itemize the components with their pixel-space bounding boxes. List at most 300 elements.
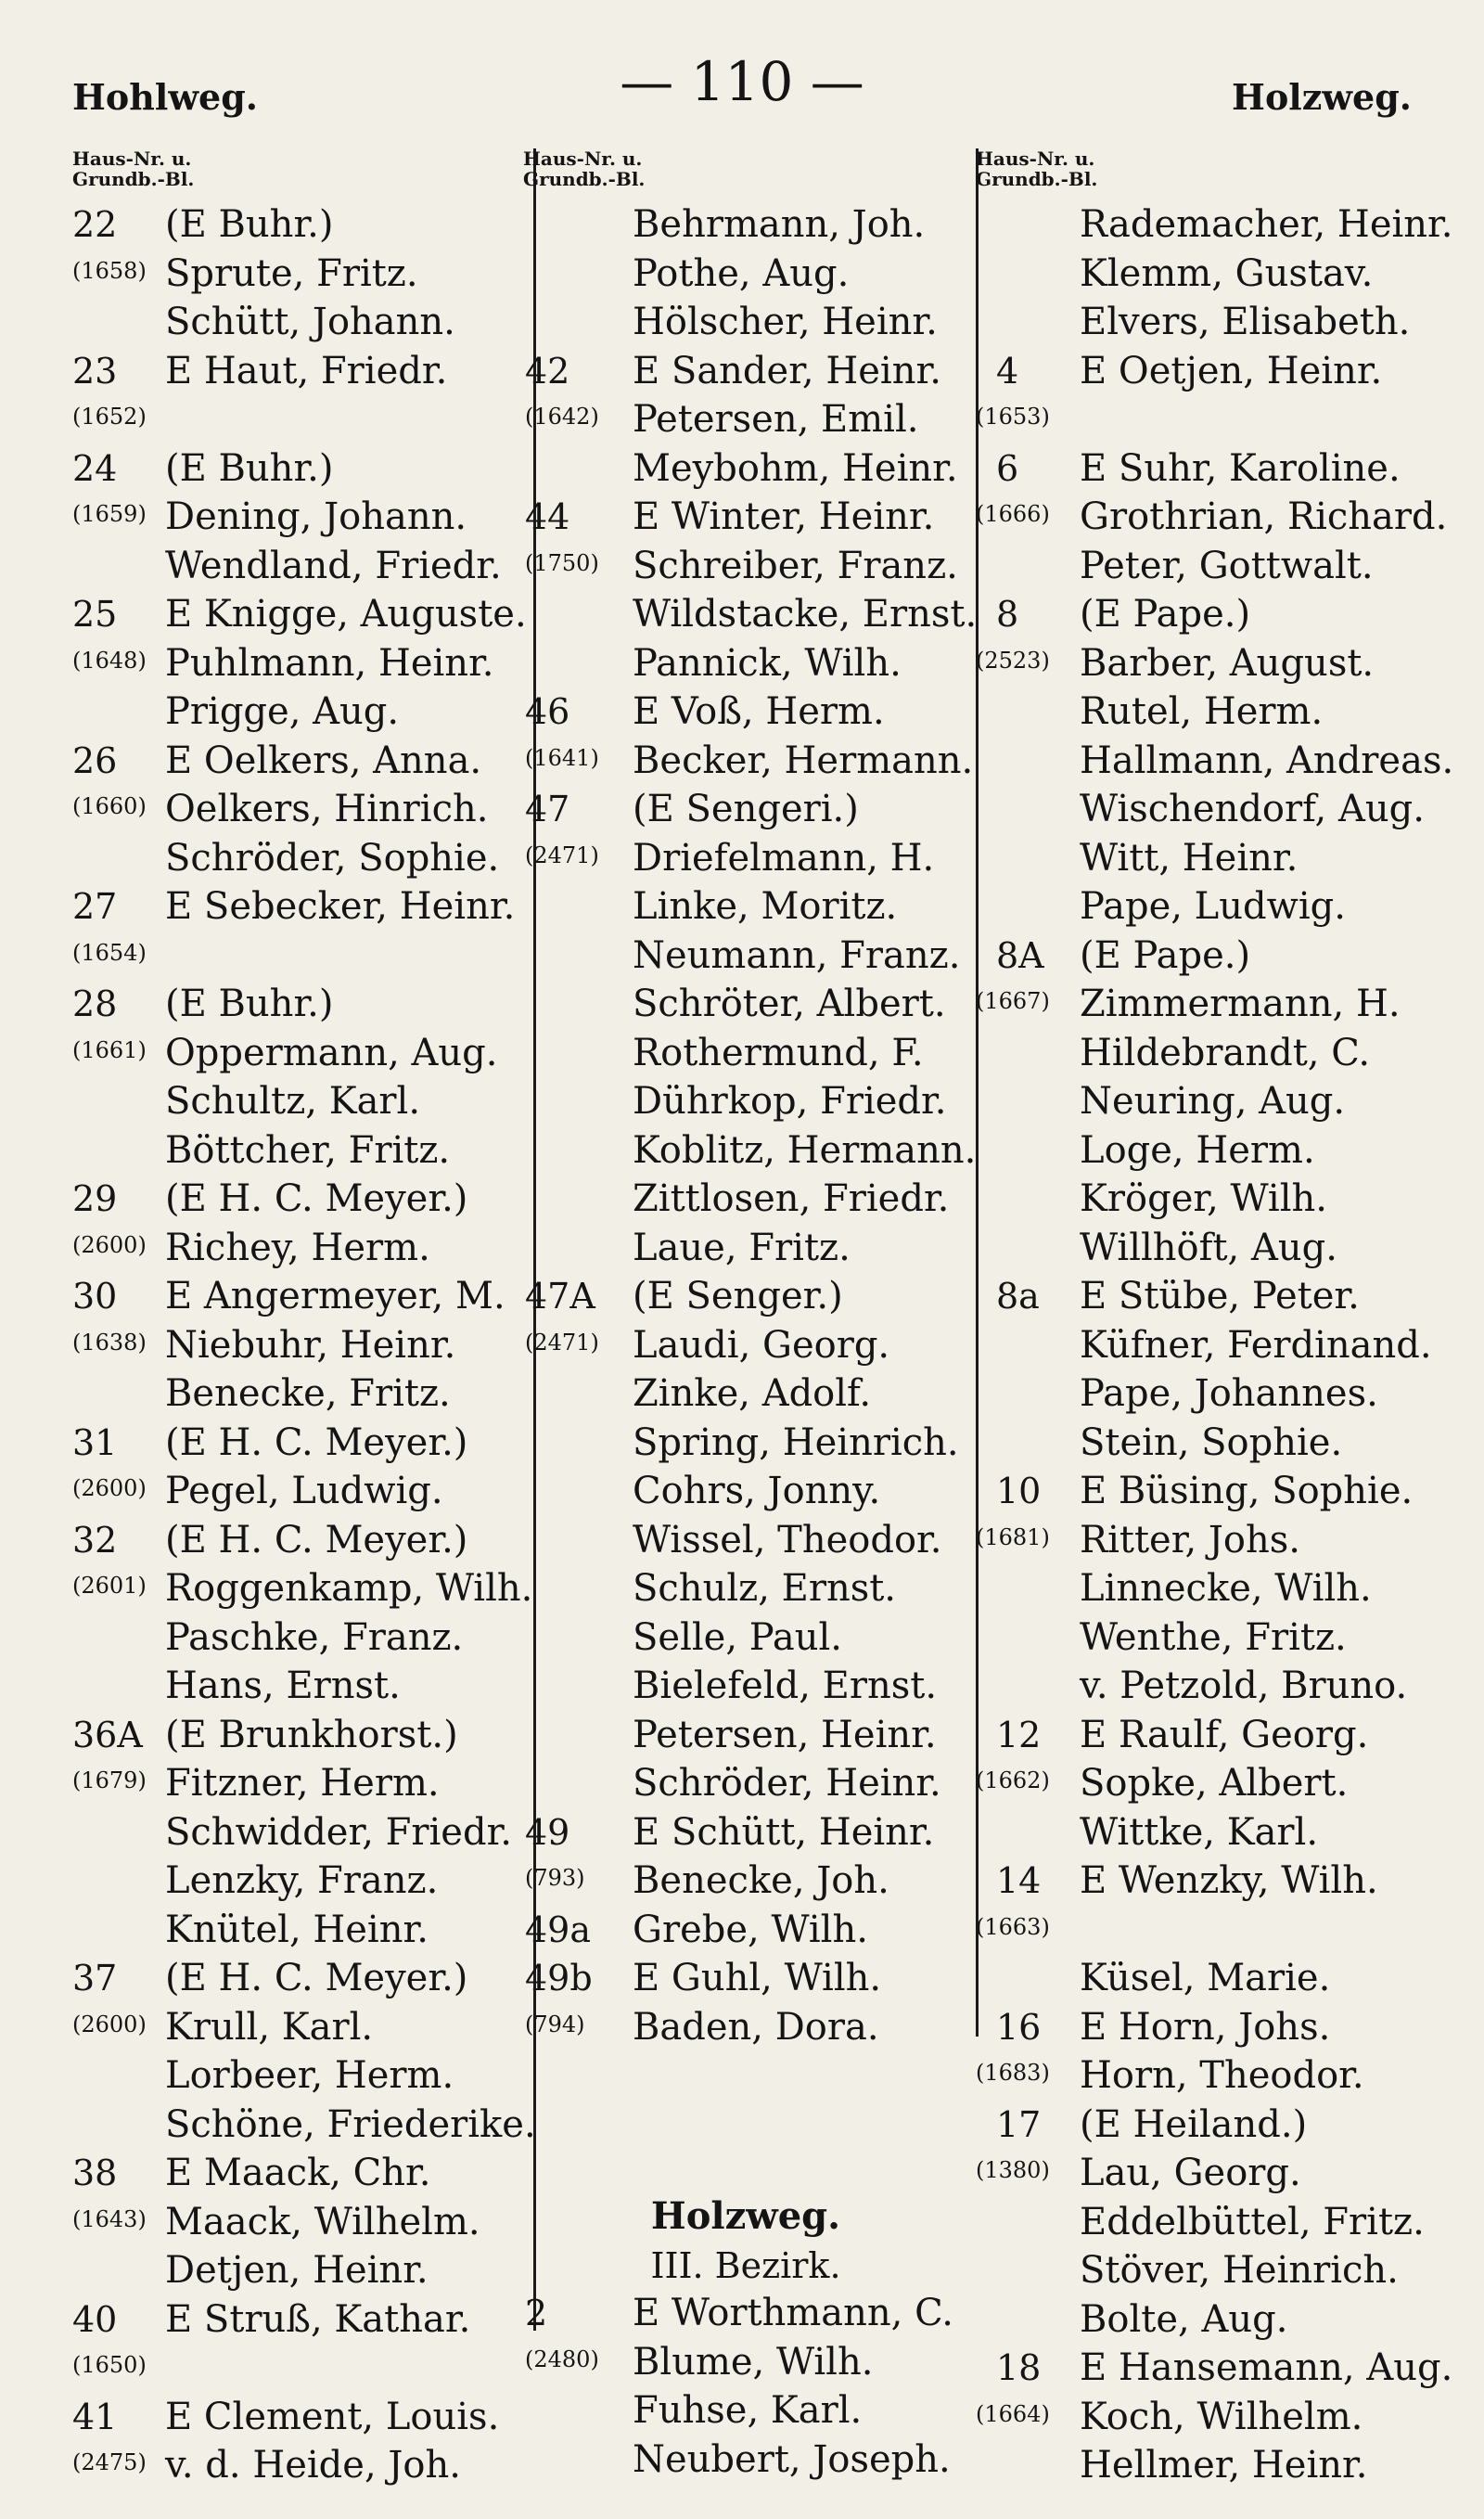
- directory-entry: [72, 1419, 527, 1468]
- directory-entry: [976, 444, 1439, 494]
- land-register-ref: (2600): [72, 2011, 147, 2037]
- resident-name: Wittke, Karl.: [1080, 1810, 1319, 1854]
- resident-name: Hallmann, Andreas.: [1080, 739, 1454, 782]
- house-number: 2: [525, 2293, 548, 2333]
- directory-entry: [976, 1175, 1439, 1224]
- resident-name: v. d. Heide, Joh.: [165, 2444, 461, 2487]
- resident-name: Horn, Theodor.: [1080, 2054, 1364, 2097]
- house-number: 10: [996, 1471, 1042, 1511]
- resident-name: Dührkop, Friedr.: [633, 1080, 947, 1123]
- house-number: 17: [996, 2103, 1042, 2145]
- land-register-ref: (2600): [72, 1231, 147, 1258]
- directory-entry: [976, 688, 1439, 737]
- resident-name: Pape, Johannes.: [1080, 1372, 1378, 1415]
- directory-entry: [976, 1711, 1439, 1760]
- directory-entry: [72, 2051, 527, 2101]
- resident-name: Richey, Herm.: [165, 1226, 430, 1269]
- resident-name: Krull, Karl.: [165, 2005, 374, 2049]
- house-number: 40: [72, 2298, 118, 2340]
- land-register-ref: (794): [525, 2011, 585, 2037]
- directory-entry: [523, 590, 978, 639]
- resident-name: E Maack, Chr.: [165, 2152, 431, 2194]
- directory-entry: [72, 1808, 527, 1857]
- directory-entry: [523, 1272, 968, 1321]
- directory-entry: [976, 1126, 1439, 1176]
- land-register-ref: (1663): [976, 1913, 1050, 1940]
- land-register-ref: (793): [525, 1865, 585, 1891]
- directory-entry: [523, 1711, 968, 1760]
- resident-name: (E H. C. Meyer.): [165, 1420, 468, 1464]
- directory-entry: [976, 1272, 1439, 1321]
- directory-entry: [976, 2101, 1439, 2150]
- resident-name: Wendland, Friedr.: [165, 544, 502, 587]
- directory-entry: [72, 1857, 527, 1906]
- street-end-label: Holzweg.: [1232, 76, 1412, 118]
- land-register-ref: (1652): [72, 404, 147, 430]
- directory-entry: [523, 2386, 968, 2435]
- land-register-ref: (2600): [72, 1475, 147, 1501]
- land-register-ref: (1638): [72, 1329, 147, 1356]
- column-3: [976, 148, 1454, 2487]
- house-number: 18: [996, 2347, 1042, 2388]
- directory-entry: [976, 980, 1439, 1029]
- resident-name: Koch, Wilhelm.: [1080, 2395, 1363, 2438]
- directory-entry: [976, 298, 1439, 347]
- resident-name: Rutel, Herm.: [1080, 690, 1324, 733]
- directory-entry: [72, 1662, 527, 1711]
- directory-entry: [72, 1613, 527, 1663]
- directory-entry: [976, 1224, 1439, 1273]
- resident-name: E Büsing, Sophie.: [1080, 1470, 1414, 1512]
- resident-name: E Oetjen, Heinr.: [1080, 349, 1383, 392]
- resident-name: Neubert, Joseph.: [633, 2437, 951, 2481]
- directory-entry: [523, 834, 968, 883]
- directory-entry: [72, 250, 527, 299]
- house-number: 22: [72, 204, 118, 245]
- resident-name: Roggenkamp, Wilh.: [165, 1567, 533, 1610]
- resident-name: (E Buhr.): [165, 203, 334, 246]
- resident-name: Stein, Sophie.: [1080, 1420, 1343, 1464]
- house-number: 46: [525, 691, 570, 732]
- resident-name: Niebuhr, Heinr.: [165, 1323, 456, 1367]
- directory-entry: [72, 2393, 527, 2442]
- column-header: Haus-Nr. u. Grundb.-Bl.: [523, 148, 646, 190]
- resident-name: Blume, Wilh.: [633, 2340, 874, 2384]
- resident-name: Spring, Heinrich.: [633, 1420, 959, 1464]
- house-number: 37: [72, 1958, 118, 1998]
- house-number: 23: [72, 350, 118, 392]
- entry-list: [523, 2289, 968, 2484]
- directory-entry: [976, 1613, 1439, 1663]
- house-number: 4: [996, 350, 1019, 392]
- land-register-ref: (1679): [72, 1767, 147, 1793]
- house-number: 49b: [525, 1958, 593, 1998]
- directory-entry: [523, 882, 968, 932]
- directory-entry: [72, 737, 527, 786]
- house-number: 36A: [72, 1714, 143, 1755]
- resident-name: Grothrian, Richard.: [1080, 495, 1448, 538]
- resident-name: Dening, Johann.: [165, 495, 467, 538]
- directory-entry: [976, 2198, 1439, 2247]
- land-register-ref: (1664): [976, 2400, 1050, 2427]
- resident-name: E Haut, Friedr.: [165, 349, 448, 392]
- resident-name: Driefelmann, H.: [633, 836, 935, 880]
- land-register-ref: (2475): [72, 2449, 147, 2475]
- house-number: 38: [72, 2153, 118, 2193]
- directory-entry: [976, 785, 1439, 834]
- resident-name: Cohrs, Jonny.: [633, 1470, 881, 1512]
- resident-name: Schulz, Ernst.: [633, 1567, 897, 1610]
- directory-entry: [976, 639, 1439, 688]
- resident-name: Neumann, Franz.: [633, 933, 961, 977]
- directory-entry: [523, 737, 974, 786]
- directory-entry: [976, 882, 1439, 932]
- directory-entry: [72, 2149, 527, 2198]
- resident-name: Sopke, Albert.: [1080, 1762, 1349, 1805]
- house-number: 44: [525, 496, 570, 537]
- resident-name: Schröter, Albert.: [633, 983, 946, 1025]
- land-register-ref: (1659): [72, 501, 147, 527]
- resident-name: Behrmann, Joh.: [633, 203, 926, 246]
- resident-name: E Schütt, Heinr.: [633, 1810, 935, 1854]
- land-register-ref: (1650): [72, 2352, 147, 2378]
- house-number: 31: [72, 1421, 118, 1463]
- resident-name: E Suhr, Karoline.: [1080, 446, 1401, 490]
- directory-entry: [72, 1369, 527, 1419]
- directory-entry: [976, 493, 1448, 542]
- directory-entry: [72, 2246, 527, 2295]
- resident-name: Oelkers, Hinrich.: [165, 788, 489, 830]
- directory-entry: [72, 834, 527, 883]
- directory-entry: [976, 1954, 1439, 2003]
- directory-entry: [523, 1419, 968, 1468]
- resident-name: Zimmermann, H.: [1080, 983, 1401, 1025]
- resident-name: Böttcher, Fritz.: [165, 1128, 451, 1172]
- land-register-ref: (1660): [72, 793, 147, 819]
- resident-name: E Raulf, Georg.: [1080, 1713, 1369, 1756]
- land-register-ref: (1667): [976, 988, 1050, 1014]
- resident-name: Prigge, Aug.: [165, 690, 400, 733]
- land-register-ref: (2523): [976, 647, 1050, 674]
- directory-entry: [72, 395, 527, 444]
- directory-entry: [72, 882, 527, 932]
- directory-entry: [523, 1564, 968, 1613]
- resident-name: (E Brunkhorst.): [165, 1713, 458, 1756]
- resident-name: Klemm, Gustav.: [1080, 251, 1374, 295]
- directory-entry: [976, 1857, 1439, 1906]
- directory-entry: [976, 1564, 1439, 1613]
- resident-name: Pannick, Wilh.: [633, 641, 902, 685]
- resident-name: Sprute, Fritz.: [165, 251, 418, 295]
- directory-entry: [976, 2441, 1439, 2490]
- land-register-ref: (1643): [72, 2205, 147, 2232]
- house-number: 12: [996, 1714, 1042, 1755]
- land-register-ref: (1681): [976, 1523, 1050, 1550]
- resident-name: E Hansemann, Aug.: [1080, 2346, 1453, 2389]
- resident-name: Schröder, Sophie.: [165, 836, 500, 880]
- directory-entry: [976, 2344, 1453, 2393]
- house-number: 42: [525, 350, 570, 392]
- resident-name: Maack, Wilhelm.: [165, 2200, 480, 2243]
- land-register-ref: (1661): [72, 1036, 147, 1063]
- directory-entry: [523, 639, 968, 688]
- directory-entry: [976, 1759, 1439, 1808]
- resident-name: Peter, Gottwalt.: [1080, 544, 1374, 587]
- resident-name: Küfner, Ferdinand.: [1080, 1323, 1432, 1367]
- directory-entry: [523, 1516, 968, 1565]
- resident-name: Schöne, Friederike.: [165, 2102, 536, 2146]
- directory-entry: [72, 688, 527, 737]
- resident-name: Hölscher, Heinr.: [633, 301, 938, 343]
- directory-entry: [976, 250, 1439, 299]
- resident-name: Ritter, Johs.: [1080, 1518, 1301, 1562]
- house-number: 25: [72, 594, 118, 635]
- resident-name: E Wenzky, Wilh.: [1080, 1859, 1378, 1902]
- directory-entry: [72, 980, 527, 1029]
- directory-entry: [523, 688, 968, 737]
- resident-name: E Winter, Heinr.: [633, 495, 935, 538]
- directory-entry: [523, 1029, 968, 1078]
- column-header: Haus-Nr. u. Grundb.-Bl.: [976, 148, 1098, 190]
- directory-entry: [976, 737, 1454, 786]
- resident-name: Wischendorf, Aug.: [1080, 788, 1425, 830]
- resident-name: Benecke, Joh.: [633, 1859, 889, 1902]
- directory-entry: [976, 1516, 1439, 1565]
- directory-entry: [523, 2435, 968, 2485]
- directory-entry: [72, 2295, 527, 2345]
- resident-name: E Oelkers, Anna.: [165, 739, 482, 782]
- resident-name: Hellmer, Heinr.: [1080, 2444, 1368, 2487]
- resident-name: Bolte, Aug.: [1080, 2297, 1288, 2341]
- resident-name: E Stübe, Peter.: [1080, 1275, 1360, 1317]
- column-2: [523, 148, 978, 2481]
- directory-entry: [72, 1954, 527, 2003]
- land-register-ref: (2480): [525, 2345, 599, 2372]
- directory-entry: [523, 2003, 968, 2052]
- directory-entry: [523, 1077, 968, 1126]
- resident-name: E Voß, Herm.: [633, 690, 885, 733]
- column-1: [72, 148, 536, 2487]
- resident-name: Petersen, Emil.: [633, 398, 919, 441]
- column-header: Haus-Nr. u. Grundb.-Bl.: [72, 148, 195, 190]
- house-number: 26: [72, 739, 118, 781]
- directory-entry: [72, 1467, 527, 1516]
- section-title: Holzweg.: [650, 2194, 841, 2238]
- land-register-ref: (1653): [976, 404, 1050, 430]
- resident-name: Schreiber, Franz.: [633, 544, 958, 587]
- directory-entry: [72, 932, 527, 981]
- house-number: 41: [72, 2396, 118, 2437]
- entry-list: [523, 200, 978, 2051]
- resident-name: Schultz, Karl.: [165, 1080, 421, 1123]
- resident-name: E Sander, Heinr.: [633, 349, 941, 392]
- house-number: 24: [72, 447, 118, 489]
- house-number: 47A: [525, 1276, 595, 1317]
- directory-entry: [523, 200, 968, 250]
- resident-name: Pothe, Aug.: [633, 251, 850, 295]
- house-number: 6: [996, 447, 1019, 489]
- resident-name: E Knigge, Auguste.: [165, 593, 527, 636]
- land-register-ref: (1658): [72, 257, 147, 284]
- land-register-ref: (1641): [525, 744, 599, 771]
- directory-entry: [976, 1906, 1439, 1955]
- directory-entry: [72, 1272, 527, 1321]
- directory-entry: [523, 1224, 968, 1273]
- resident-name: (E Heiland.): [1080, 2102, 1308, 2146]
- resident-name: Wildstacke, Ernst.: [633, 593, 978, 636]
- house-number: 47: [525, 789, 570, 829]
- directory-entry: [72, 1516, 527, 1565]
- resident-name: Witt, Heinr.: [1080, 836, 1298, 880]
- directory-entry: [976, 1808, 1439, 1857]
- directory-entry: [523, 785, 968, 834]
- directory-entry: [523, 1175, 968, 1224]
- resident-name: Benecke, Fritz.: [165, 1372, 451, 1415]
- directory-entry: [523, 1759, 968, 1808]
- house-number: 32: [72, 1519, 118, 1561]
- resident-name: Bielefeld, Ernst.: [633, 1664, 938, 1707]
- house-number: 16: [996, 2006, 1042, 2048]
- resident-name: Knütel, Heinr.: [165, 1908, 429, 1951]
- directory-entry: [72, 542, 527, 591]
- resident-name: (E H. C. Meyer.): [165, 1177, 468, 1220]
- resident-name: Oppermann, Aug.: [165, 1031, 498, 1074]
- resident-name: (E Sengeri.): [633, 788, 859, 830]
- directory-entry: [523, 444, 968, 494]
- resident-name: Rothermund, F.: [633, 1031, 924, 1074]
- resident-name: Detjen, Heinr.: [165, 2249, 429, 2292]
- resident-name: Hans, Ernst.: [165, 1664, 401, 1707]
- directory-entry: [523, 250, 968, 299]
- resident-name: Elvers, Elisabeth.: [1080, 301, 1411, 343]
- directory-entry: [72, 298, 527, 347]
- resident-name: Lenzky, Franz.: [165, 1859, 439, 1902]
- directory-entry: [976, 1321, 1439, 1370]
- directory-entry: [976, 200, 1453, 250]
- entry-list: [976, 200, 1454, 2490]
- directory-entry: [523, 1613, 968, 1663]
- directory-entry: [976, 395, 1439, 444]
- directory-entry: [72, 2344, 527, 2393]
- directory-entry: [72, 1029, 527, 1078]
- resident-name: Lorbeer, Herm.: [165, 2054, 454, 2097]
- resident-name: Laue, Fritz.: [633, 1226, 851, 1269]
- resident-name: Selle, Paul.: [633, 1615, 842, 1659]
- directory-entry: [523, 1369, 968, 1419]
- resident-name: v. Petzold, Bruno.: [1080, 1664, 1408, 1707]
- resident-name: Linke, Moritz.: [633, 885, 898, 928]
- resident-name: Meybohm, Heinr.: [633, 446, 958, 490]
- directory-entry: [523, 2289, 968, 2338]
- house-number: 49: [525, 1811, 570, 1853]
- directory-entry: [523, 1321, 968, 1370]
- land-register-ref: (1654): [72, 939, 147, 966]
- resident-name: Willhöft, Aug.: [1080, 1226, 1337, 1269]
- directory-entry: [72, 1711, 527, 1760]
- directory-entry: [72, 785, 527, 834]
- directory-entry: [72, 200, 527, 250]
- resident-name: E Sebecker, Heinr.: [165, 885, 516, 928]
- land-register-ref: (1642): [525, 404, 599, 430]
- resident-name: Barber, August.: [1080, 641, 1375, 685]
- resident-name: Stöver, Heinrich.: [1080, 2249, 1399, 2292]
- directory-entry: [72, 1564, 533, 1613]
- directory-entry: [976, 834, 1439, 883]
- directory-entry: [523, 493, 968, 542]
- directory-entry: [976, 542, 1439, 591]
- directory-entry: [976, 590, 1439, 639]
- directory-entry: [523, 542, 968, 591]
- directory-entry: [72, 2441, 527, 2490]
- section-subtitle: III. Bezirk.: [650, 2245, 841, 2286]
- directory-entry: [976, 2295, 1439, 2345]
- house-number: 29: [72, 1178, 118, 1219]
- resident-name: Becker, Hermann.: [633, 739, 974, 782]
- land-register-ref: (1750): [525, 549, 599, 576]
- resident-name: Lau, Georg.: [1080, 2152, 1301, 2194]
- land-register-ref: (1662): [976, 1767, 1050, 1793]
- resident-name: Fitzner, Herm.: [165, 1762, 440, 1805]
- directory-entry: [523, 1662, 968, 1711]
- land-register-ref: (2471): [525, 1329, 599, 1356]
- directory-entry: [72, 1126, 527, 1176]
- directory-entry: [523, 395, 968, 444]
- directory-entry: [72, 639, 527, 688]
- directory-entry: [976, 347, 1439, 396]
- resident-name: E Guhl, Wilh.: [633, 1957, 882, 1999]
- resident-name: Grebe, Wilh.: [633, 1908, 868, 1951]
- directory-entry: [976, 2149, 1439, 2198]
- resident-name: Zittlosen, Friedr.: [633, 1177, 950, 1220]
- resident-name: Kröger, Wilh.: [1080, 1177, 1327, 1220]
- directory-entry: [523, 1467, 968, 1516]
- resident-name: Baden, Dora.: [633, 2005, 879, 2049]
- resident-name: E Horn, Johs.: [1080, 2005, 1331, 2049]
- resident-name: Pegel, Ludwig.: [165, 1470, 443, 1512]
- land-register-ref: (1380): [976, 2157, 1050, 2183]
- resident-name: Koblitz, Hermann.: [633, 1128, 977, 1172]
- land-register-ref: (2601): [72, 1573, 147, 1599]
- resident-name: E Struß, Kathar.: [165, 2297, 471, 2341]
- house-number: 14: [996, 1860, 1042, 1901]
- directory-entry: [976, 2393, 1439, 2442]
- directory-entry: [72, 1906, 527, 1955]
- directory-entry: [976, 1662, 1439, 1711]
- resident-name: Hildebrandt, C.: [1080, 1031, 1371, 1074]
- directory-entry: [72, 347, 527, 396]
- house-number: 49a: [525, 1909, 592, 1950]
- resident-name: Eddelbüttel, Fritz.: [1080, 2200, 1425, 2243]
- resident-name: Schütt, Johann.: [165, 301, 455, 343]
- directory-entry: [72, 590, 527, 639]
- resident-name: Rademacher, Heinr.: [1080, 203, 1453, 246]
- directory-entry: [72, 444, 527, 494]
- resident-name: (E Pape.): [1080, 933, 1251, 977]
- directory-entry: [523, 298, 968, 347]
- directory-entry: [72, 2198, 527, 2247]
- resident-name: (E Buhr.): [165, 446, 334, 490]
- land-register-ref: (1666): [976, 501, 1050, 527]
- directory-entry: [976, 932, 1439, 981]
- directory-entry: [523, 1857, 968, 1906]
- directory-entry: [976, 2051, 1439, 2101]
- directory-entry: [523, 1954, 968, 2003]
- directory-entry: [72, 1759, 527, 1808]
- directory-entry: [72, 1224, 527, 1273]
- house-number: 27: [72, 886, 118, 927]
- directory-entry: [523, 932, 968, 981]
- street-start-label: Hohlweg.: [72, 76, 259, 118]
